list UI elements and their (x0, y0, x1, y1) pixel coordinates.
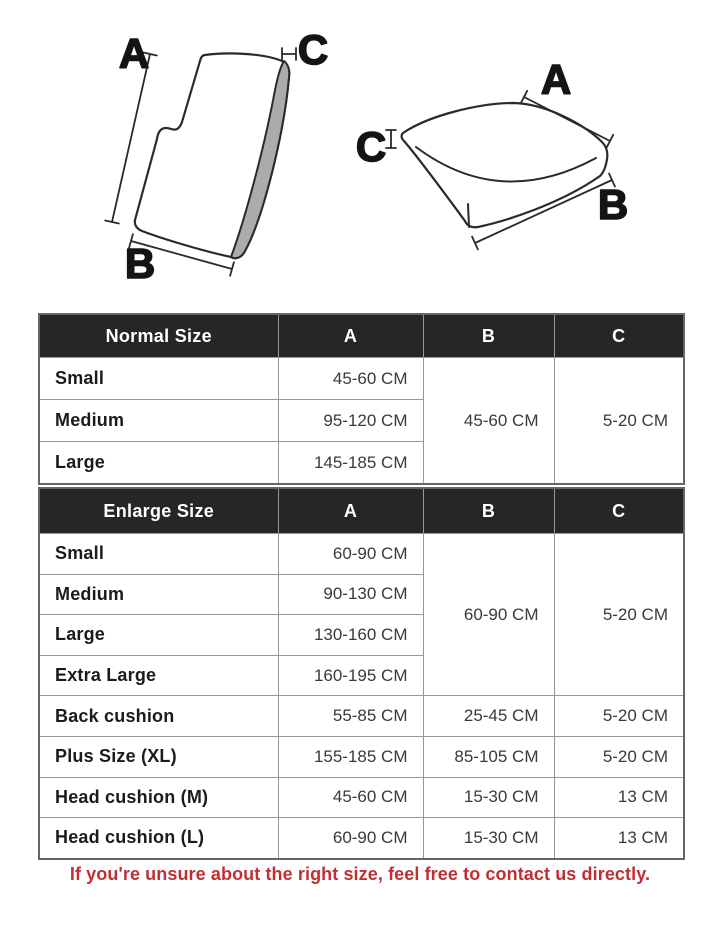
row-label: Large (39, 615, 278, 656)
enlarge-size-table (38, 487, 685, 860)
value-a: 45-60 CM (278, 358, 423, 400)
col-header-c: C (554, 488, 684, 534)
value-c: 13 CM (554, 777, 684, 818)
row-label: Head cushion (L) (39, 818, 278, 859)
seat-cushion-outline (402, 103, 608, 227)
table-row (39, 777, 684, 818)
col-header-a: A (278, 314, 423, 358)
merged-value-c: 5-20 CM (554, 358, 684, 485)
contact-note: If you're unsure about the right size, feel free to contact us directly. (69, 864, 651, 884)
seat-cushion-diagram (356, 56, 628, 249)
value-b: 15-30 CM (423, 818, 554, 859)
value-c: 5-20 CM (554, 696, 684, 737)
table-header-row (39, 314, 684, 358)
back-dim-label-b: B (124, 240, 156, 287)
normal-table-title: Normal Size (39, 314, 278, 358)
value-b: 25-45 CM (423, 696, 554, 737)
row-label: Head cushion (M) (39, 777, 278, 818)
col-header-a: A (278, 488, 423, 534)
value-a: 95-120 CM (278, 400, 423, 442)
value-a: 45-60 CM (278, 777, 423, 818)
value-a: 60-90 CM (278, 534, 423, 575)
back-cushion-diagram (105, 26, 328, 287)
seat-dim-label-b: B (597, 181, 629, 228)
back-dim-label-a: A (118, 30, 150, 77)
value-a: 155-185 CM (278, 736, 423, 777)
value-b: 85-105 CM (423, 736, 554, 777)
col-header-b: B (423, 488, 554, 534)
value-a: 145-185 CM (278, 442, 423, 485)
value-c: 5-20 CM (554, 736, 684, 777)
value-c: 13 CM (554, 818, 684, 859)
value-a: 55-85 CM (278, 696, 423, 737)
merged-value-b: 45-60 CM (423, 358, 554, 485)
value-a: 90-130 CM (278, 574, 423, 615)
value-a: 130-160 CM (278, 615, 423, 656)
merged-value-c: 5-20 CM (554, 534, 684, 696)
row-label: Medium (39, 400, 278, 442)
seat-cushion-front-crease (468, 204, 469, 227)
merged-value-b: 60-90 CM (423, 534, 554, 696)
normal-size-table (38, 313, 685, 485)
table-header-row (39, 488, 684, 534)
seat-dim-label-a: A (540, 56, 572, 103)
table-row (39, 534, 684, 575)
row-label: Plus Size (XL) (39, 736, 278, 777)
row-label: Small (39, 534, 278, 575)
back-dim-label-c: C (297, 26, 329, 73)
table-row (39, 696, 684, 737)
value-a: 160-195 CM (278, 655, 423, 696)
table-row (39, 736, 684, 777)
value-b: 15-30 CM (423, 777, 554, 818)
row-label: Medium (39, 574, 278, 615)
enlarge-table-title: Enlarge Size (39, 488, 278, 534)
dim-line-c (386, 130, 396, 148)
col-header-b: B (423, 314, 554, 358)
table-row (39, 358, 684, 400)
row-label: Back cushion (39, 696, 278, 737)
row-label: Large (39, 442, 278, 485)
row-label: Extra Large (39, 655, 278, 696)
cushion-diagrams (0, 0, 720, 308)
table-row (39, 818, 684, 859)
value-a: 60-90 CM (278, 818, 423, 859)
seat-dim-label-c: C (355, 123, 387, 170)
col-header-c: C (554, 314, 684, 358)
dim-line-c (282, 48, 296, 60)
row-label: Small (39, 358, 278, 400)
